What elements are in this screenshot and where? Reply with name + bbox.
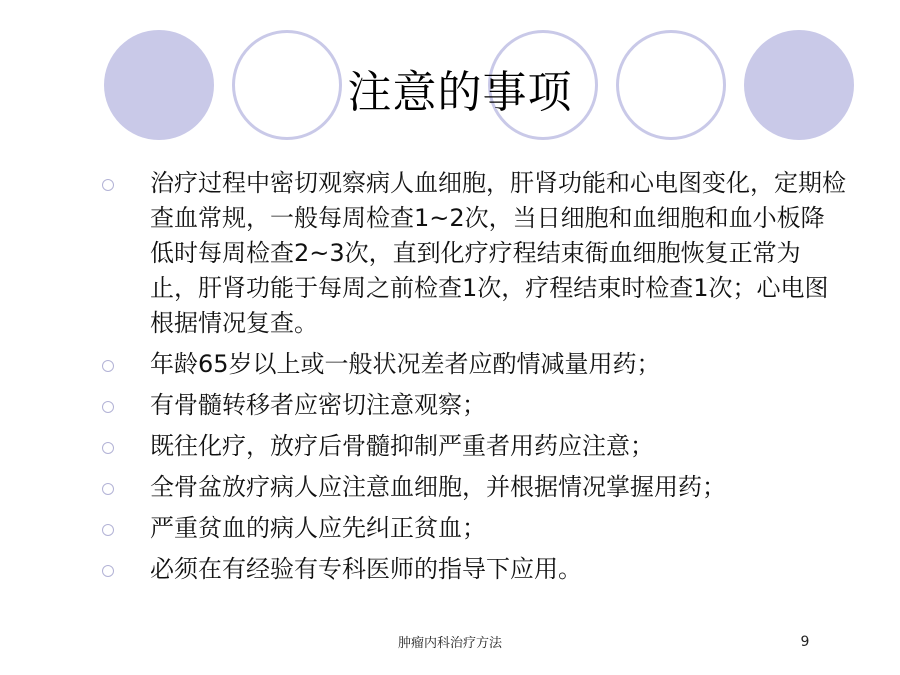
bullet-text: 有骨髓转移者应密切注意观察； xyxy=(150,391,486,419)
circle-bullet-icon xyxy=(102,565,114,577)
bullet-item xyxy=(100,511,848,546)
circle-bullet-icon xyxy=(102,401,114,413)
bullet-text: 必须在有经验有专科医师的指导下应用。 xyxy=(150,555,582,583)
bullet-text: 严重贫血的病人应先纠正贫血； xyxy=(150,514,486,542)
bullet-text: 既往化疗，放疗后骨髓抑制严重者用药应注意； xyxy=(150,432,654,460)
bullet-item xyxy=(100,388,848,423)
page-number: 9 xyxy=(800,634,810,650)
bullet-item xyxy=(100,347,848,382)
bullet-text: 全骨盆放疗病人应注意血细胞，并根据情况掌握用药； xyxy=(150,473,726,501)
bullet-item xyxy=(100,470,848,505)
slide-title: 注意的事项 xyxy=(347,67,573,118)
circle-bullet-icon xyxy=(102,179,114,191)
bullet-list xyxy=(100,166,848,593)
decor-circle-filled xyxy=(744,30,854,140)
circle-bullet-icon xyxy=(102,360,114,372)
bullet-item xyxy=(100,429,848,464)
circle-bullet-icon xyxy=(102,483,114,495)
bullet-item xyxy=(100,552,848,587)
decor-circle-outline xyxy=(616,30,726,140)
bullet-item xyxy=(100,166,848,341)
circle-bullet-icon xyxy=(102,524,114,536)
bullet-text: 治疗过程中密切观察病人血细胞，肝肾功能和心电图变化，定期检查血常规，一般每周检查1~2次，当日细胞和血细胞和血小板降低时每周检查2~3次，直到化疗疗程结束衙血细胞恢复正常为止，肝肾功能于每周之前检查1次，疗程结束时检查1次；心电图根据情况复查。 xyxy=(150,169,846,337)
circle-bullet-icon xyxy=(102,442,114,454)
decor-circle-filled xyxy=(104,30,214,140)
slide-footer: 肿瘤内科治疗方法 xyxy=(397,636,502,651)
bullet-text: 年龄65岁以上或一般状况差者应酌情减量用药； xyxy=(150,350,661,378)
